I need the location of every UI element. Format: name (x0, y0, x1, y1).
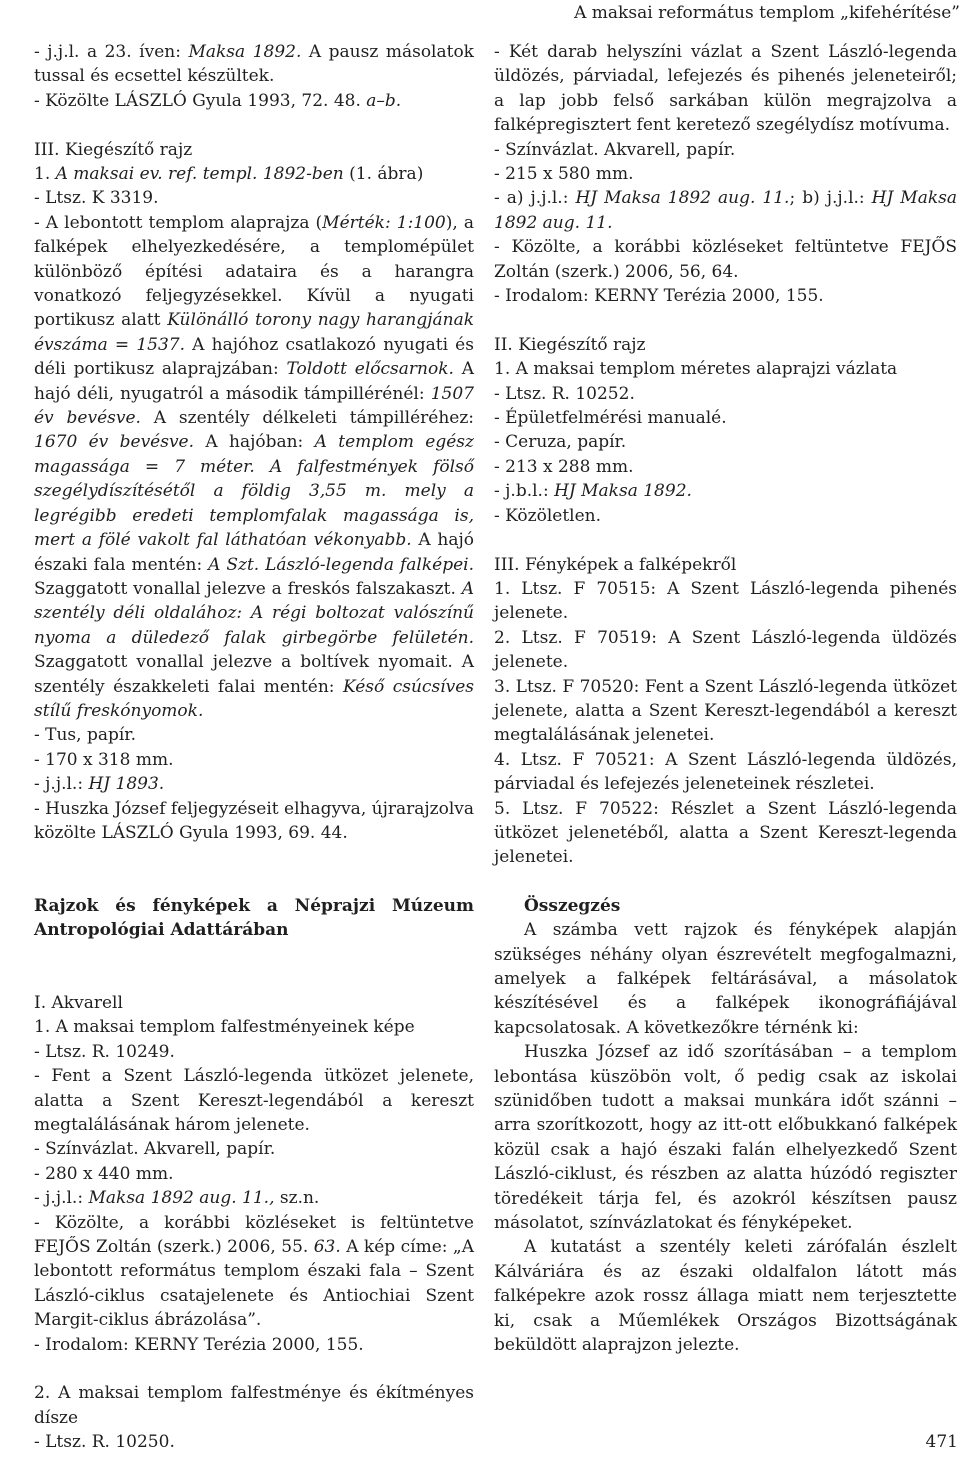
text-run: (1. ábra) (343, 164, 424, 185)
entry-text: - Épületfelmérési manualé. (494, 408, 727, 429)
text-run (255, 457, 270, 477)
italic-run: Különálló torony nagy harangjának évszáma = 1537. (34, 310, 475, 355)
entry-text: - 213 x 288 mm. (494, 456, 634, 477)
section-heading: Összegzés (524, 896, 621, 917)
italic-run: a–b. (366, 90, 402, 111)
entry-text (34, 40, 474, 89)
entry-text: - Huszka József feljegyzéseit elhagyva, újrarajzolva közölte LÁSZLÓ Gyula 1993, 69. 44. (34, 798, 475, 843)
text-run: A hajóban: (194, 432, 315, 453)
text-run: A szentély délkeleti támpilléréhez: (140, 408, 475, 429)
entry-text: - Irodalom: KERNY Terézia 2000, 155. (494, 286, 824, 307)
italic-run: 1507 év bevésve. (34, 383, 474, 429)
photo-entry: 4. Ltsz. F 70521: A Szent László-legenda üldözés, párviadal és lefejezés jeleneteinek részletei. (494, 749, 957, 795)
entry-text: - Színvázlat. Akvarell, papír. (494, 139, 736, 160)
text-run: A hajó déli, nyugatról a második támpillérénél: (34, 359, 474, 404)
text-run: - a) j.j.l.: (494, 188, 576, 209)
italic-run: A Szt. László-legenda falképei. (208, 554, 474, 575)
text-run: Szaggatott vonallal jelezve a boltívek nyomait. A szentély északkeleti falai mentén: (34, 652, 474, 697)
body-paragraph: A kutatást a szentély keleti zárófalán észlelt Kálváriára és az északi oldalfalon látott más falképekre azok rossz állaga miatt nem terjesztette ki, csak a Műemlékek Országos Bizottságának beküldött alaprajzon jelezte. (494, 1237, 957, 1356)
entry-text (34, 1186, 474, 1210)
right-column (494, 40, 957, 1357)
photo-entry: 3. Ltsz. F 70520: Fent a Szent László-legenda ütközet jelenete, alatta a Szent Kereszt-legendából a kereszt megtalálásának jelenetei. (494, 676, 957, 746)
entry-title: 1. A maksai templom falfestményeinek képe (34, 1017, 415, 1038)
photo-entry: 5. Ltsz. F 70522: Részlet a Szent László-legenda ütközet jelenetéből, alatta a Szent Kereszt-legenda jelenetei. (494, 798, 957, 868)
entry-text: - Ltsz. R. 10249. (34, 1041, 175, 1062)
entry-text: - 215 x 580 mm. (494, 164, 634, 185)
entry-text: - Tus, papír. (34, 725, 136, 746)
entry-text: - Közölte, a korábbi közléseket feltüntetve FEJŐS Zoltán (szerk.) 2006, 56, 64. (494, 237, 957, 282)
entry-text: - Ltsz. K 3319. (34, 188, 159, 209)
entry-description (34, 211, 474, 724)
page-number: 471 (925, 1432, 958, 1452)
entry-text: - Ltsz. R. 10252. (494, 383, 635, 404)
text-run: sz.n. (274, 1188, 320, 1209)
entry-text (494, 186, 957, 235)
entry-text: - 170 x 318 mm. (34, 749, 174, 770)
italic-run: HJ 1893. (88, 774, 165, 795)
text-run (386, 481, 404, 501)
text-run: - j.b.l.: (494, 481, 555, 502)
entry-text: - Közöletlen. (494, 505, 601, 526)
italic-run: A szentély déli oldalához: A régi boltozat valószínű nyoma a düledező falak girbegörbe felületén. (34, 578, 474, 648)
section-heading: Rajzok és fényképek a Néprajzi Múzeum Antropológiai Adattárában (34, 896, 474, 941)
text-run: A kép címe: „A lebontott református templom északi fala – Szent László-ciklus csatajelenete és Antiochiai Szent Margit-ciklus ábrázolása”. (34, 1237, 474, 1331)
photo-entry: 1. Ltsz. F 70515: A Szent László-legenda pihenés jelenete. (494, 578, 957, 624)
entry-text (34, 89, 474, 113)
italic-run: 1670 év bevésve. (34, 432, 195, 453)
italic-run: HJ Maksa 1892 aug. 11. (494, 188, 957, 233)
text-run: - Közölte LÁSZLÓ Gyula 1993, 72. 48. (34, 90, 367, 111)
text-run: Szaggatott vonallal jelezve a freskós falszakaszt. (34, 578, 462, 599)
italic-run: A templom egész magassága = 7 méter. (34, 432, 474, 477)
text-run: - j.j.l.: (34, 774, 89, 795)
italic-run: Késő csúcsíves stílű freskónyomok. (34, 676, 474, 721)
italic-run: HJ Maksa 1892. (554, 481, 692, 502)
italic-run: HJ Maksa 1892 aug. 11. (575, 188, 790, 209)
left-column (34, 40, 474, 1455)
section-label: III. Fényképek a falképekről (494, 554, 737, 575)
entry-text: - Ceruza, papír. (494, 432, 627, 453)
text-run: 1. (34, 164, 56, 185)
text-run: A pausz másolatok tussal és ecsettel készültek. (34, 42, 474, 87)
entry-text (34, 1211, 474, 1333)
italic-run: Mérték: 1:100 (322, 212, 446, 233)
italic-run: mely a legrégibb eredeti templomfalak magassága is, mert a fölé vakolt fal láthatóan vékonyabb. (34, 481, 475, 551)
entry-text: - Színvázlat. Akvarell, papír. (34, 1139, 276, 1160)
entry-title (34, 162, 474, 186)
entry-text: - Fent a Szent László-legenda ütközet jelenete, alatta a Szent Kereszt-legendából a kereszt megtalálásának három jelenete. (34, 1066, 474, 1135)
section-label: II. Kiegészítő rajz (494, 334, 646, 355)
body-paragraph: Huszka József az idő szorításában – a templom lebontása küszöbön volt, ő pedig csak az iskolai szünidőben tudott a maksai munkára időt szánni – arra szorítkozott, hogy az itt-ott előbukkanó falképek közül csak a hajó északi falán elhelyezkedő Szent László-ciklust, és részben az alatta húzódó regiszter töredékeit tárja fel, és azokról készítsen pausz másolatot, színvázlatokat és fényképeket. (494, 1042, 957, 1234)
running-head: A maksai református templom „kifehérítése” (574, 3, 960, 23)
entry-text: - Irodalom: KERNY Terézia 2000, 155. (34, 1334, 364, 1355)
text-run: ; b) j.j.l.: (789, 188, 872, 209)
entry-text: - Két darab helyszíni vázlat a Szent László-legenda üldözés, párviadal, lefejezés és pihenés jeleneteiről; a lap jobb felső sarkában külön megrajzolva a falképregisztert fent keretező szegélydísz motívuma. (494, 42, 957, 136)
text-run: A hajóhoz csatlakozó nyugati és déli portikusz alaprajzában: (34, 334, 474, 380)
entry-text: - 280 x 440 mm. (34, 1163, 174, 1184)
italic-run: A maksai ev. ref. templ. 1892-ben (55, 164, 344, 185)
photo-entry: 2. Ltsz. F 70519: A Szent László-legenda üldözés jelenete. (494, 627, 957, 673)
body-paragraph: A számba vett rajzok és fényképek alapján szükséges néhány olyan észrevételt megfogalmazni, amelyek a falképek feltárásával, a másolatok készítésével és a falképek ikonográfiájával kapcsolatosak. A következőkre térnénk ki: (494, 920, 957, 1038)
entry-text (34, 772, 474, 796)
text-run: - j.j.l. a 23. íven: (34, 42, 189, 62)
text-run: - j.j.l.: (34, 1188, 89, 1209)
italic-run: Maksa 1892. (188, 42, 302, 62)
entry-title: 2. A maksai templom falfestménye és ékítményes dísze (34, 1383, 474, 1428)
text-run: ), a falképek elhelyezkedésére, a templomépület különböző építési adataira és a harangra vonatkozó feljegyzésekkel. Kívül a nyugati portikusz alatt (34, 212, 474, 331)
italic-run: Maksa 1892 aug. 11., (88, 1188, 275, 1209)
text-run: - Közölte, a korábbi közléseket is feltüntetve FEJŐS Zoltán (szerk.) 2006, 55. (34, 1212, 474, 1258)
italic-run: 63. (313, 1237, 341, 1258)
italic-run: Toldott előcsarnok. (286, 359, 454, 380)
section-label: I. Akvarell (34, 992, 123, 1013)
text-run: A hajó északi fala mentén: (34, 530, 474, 575)
entry-text: - Ltsz. R. 10250. (34, 1432, 175, 1453)
section-label: III. Kiegészítő rajz (34, 139, 193, 160)
entry-text (494, 479, 957, 503)
entry-title: 1. A maksai templom méretes alaprajzi vázlata (494, 359, 898, 380)
italic-run: A falfestmények fölső szegélydíszítésétől a földig 3,55 m. (34, 456, 474, 502)
text-run: - A lebontott templom alaprajza ( (34, 212, 323, 233)
